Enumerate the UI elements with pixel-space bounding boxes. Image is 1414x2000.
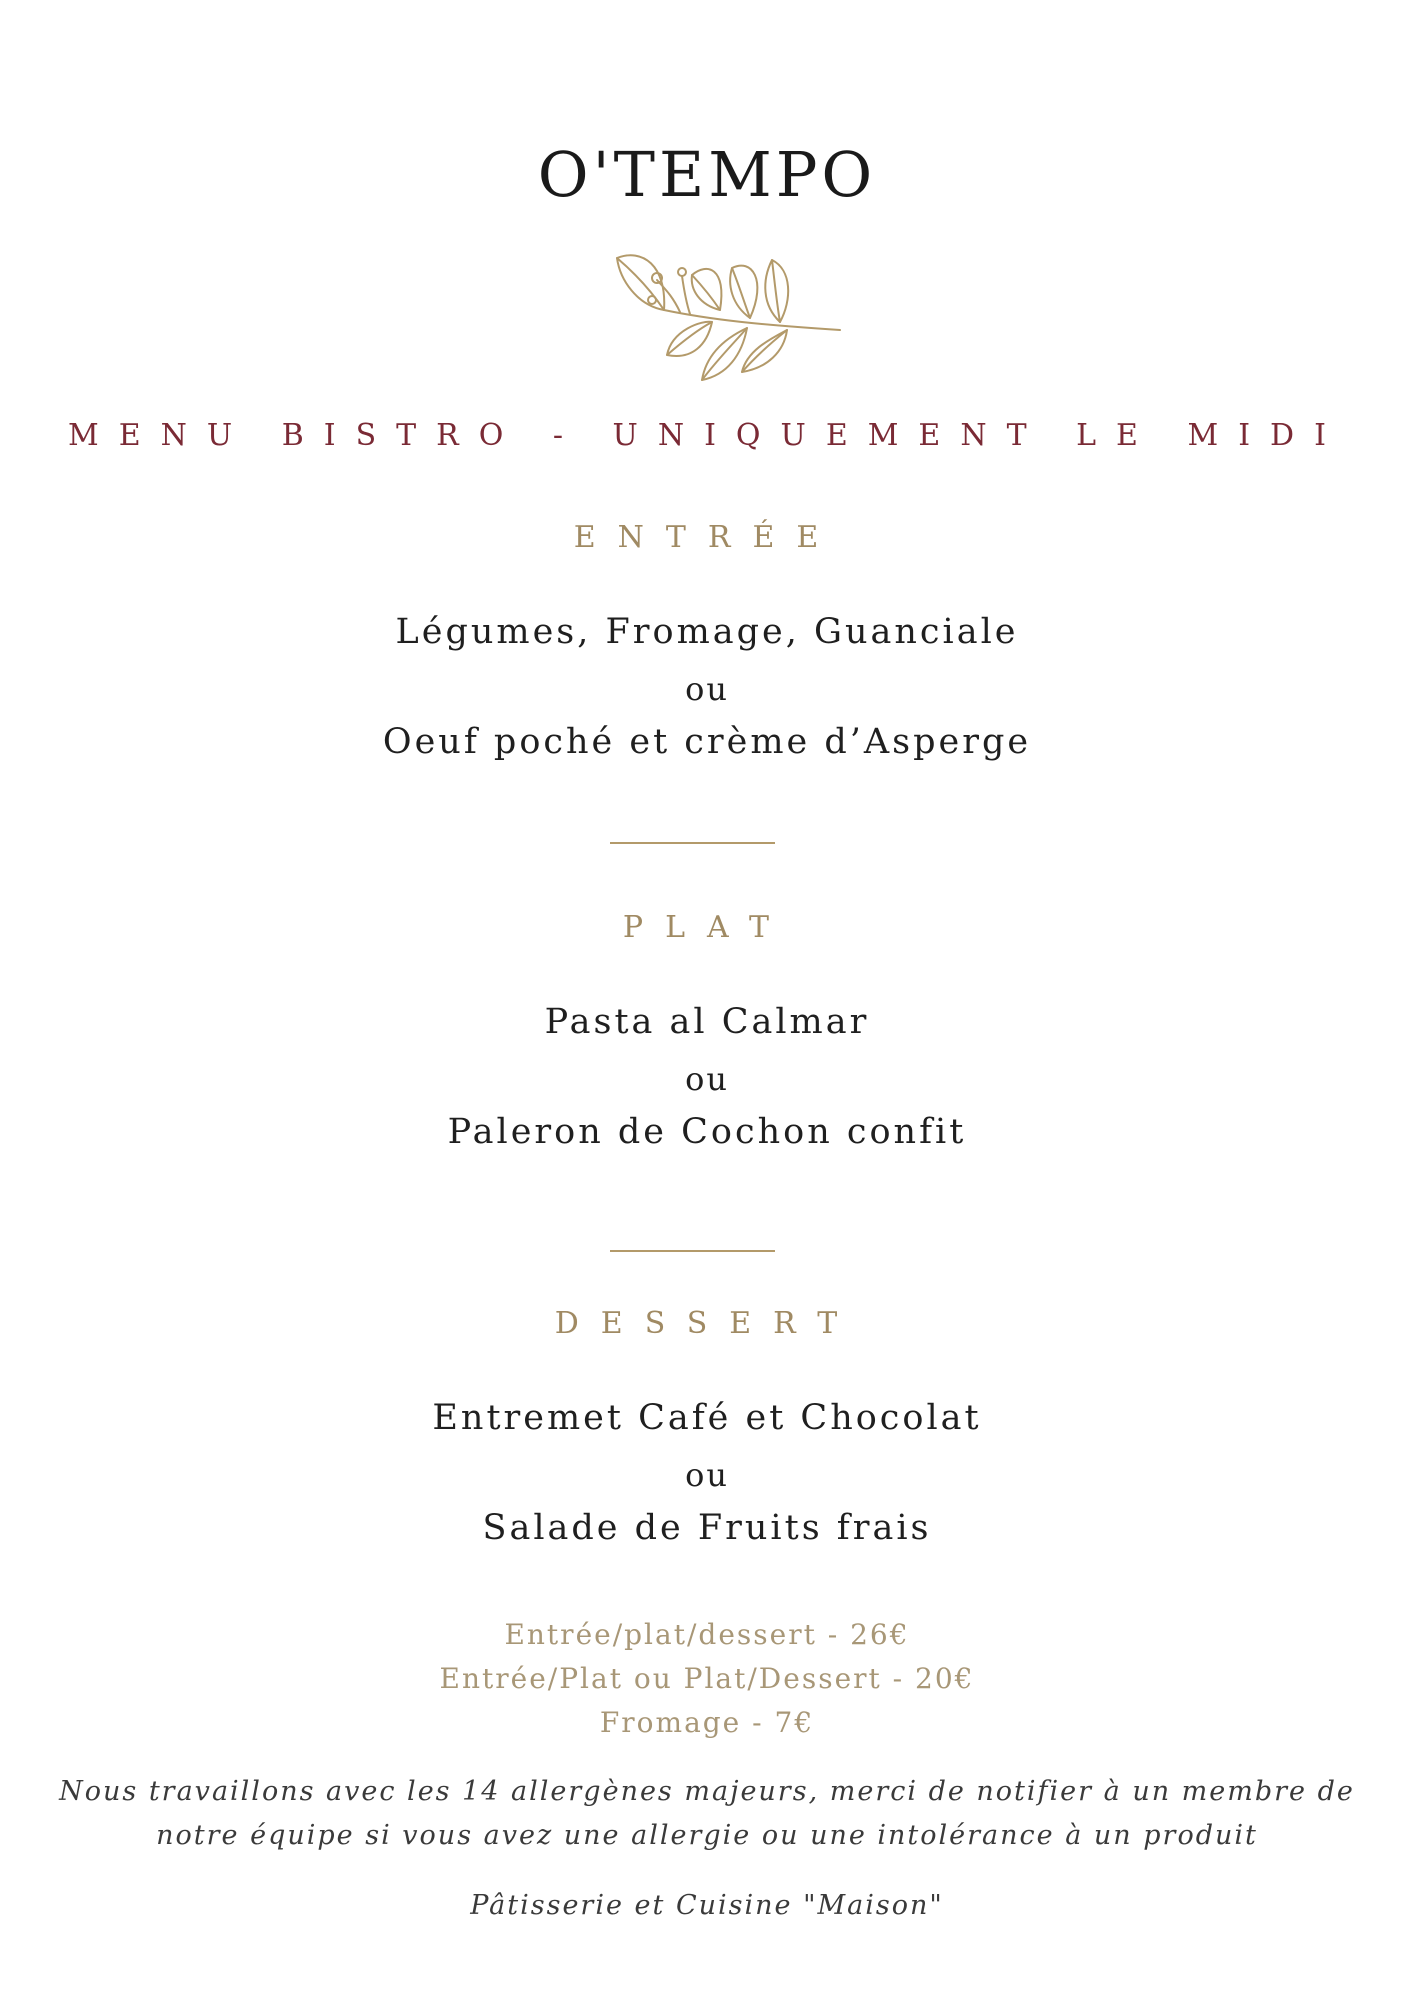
house-made-note: Pâtisserie et Cuisine "Maison": [470, 1890, 944, 1921]
allergen-note-line: notre équipe si vous avez une allergie ou une intolérance à un produit: [156, 1820, 1258, 1851]
or-separator: ou: [685, 1060, 729, 1098]
or-separator: ou: [685, 1456, 729, 1494]
dish-item: Oeuf poché et crème d’Asperge: [382, 722, 1032, 762]
section-title-dessert: DESSERT: [554, 1306, 860, 1341]
dish-item: Paleron de Cochon confit: [447, 1112, 967, 1152]
dish-item: Entremet Café et Chocolat: [432, 1398, 982, 1438]
price-line: Entrée/Plat ou Plat/Dessert - 20€: [439, 1662, 975, 1695]
section-divider: [610, 842, 775, 844]
leaf-sprig-icon: [612, 250, 842, 390]
price-line: Entrée/plat/dessert - 26€: [504, 1618, 910, 1651]
restaurant-name: O'TEMPO: [537, 138, 877, 211]
section-title-entree: ENTRÉE: [573, 520, 841, 555]
dish-item: Légumes, Fromage, Guanciale: [395, 612, 1019, 652]
dish-item: Pasta al Calmar: [544, 1002, 870, 1042]
menu-title: MENU BISTRO - UNIQUEMENT LE MIDI: [68, 418, 1346, 453]
allergen-note-line: Nous travaillons avec les 14 allergènes majeurs, merci de notifier à un membre de: [59, 1776, 1355, 1807]
section-title-plat: PLAT: [622, 910, 792, 945]
dish-item: Salade de Fruits frais: [482, 1508, 932, 1548]
section-divider: [610, 1250, 775, 1252]
price-line: Fromage - 7€: [599, 1706, 815, 1739]
or-separator: ou: [685, 670, 729, 708]
